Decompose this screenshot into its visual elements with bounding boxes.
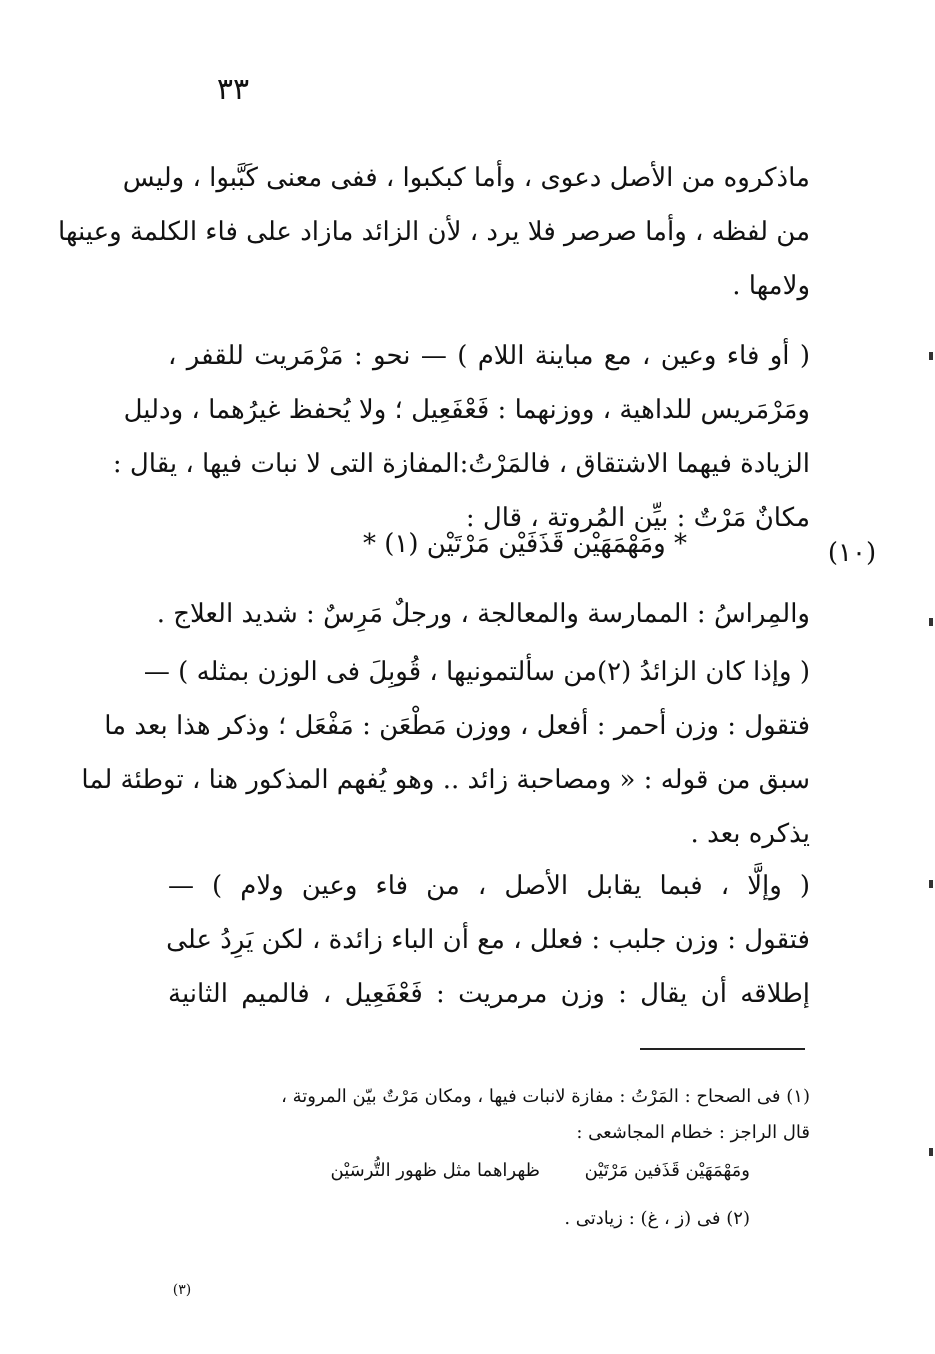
text-line: سبق من قوله : « ومصاحبة زائد .. وهو يُفهم المذكور هنا ، توطئة لما [81,765,810,795]
footnote-poem-second-hemistich: ظهراهما مثل ظهور التُّرسَيْن [330,1160,540,1181]
text-line: ومَرْمَريس للداهية ، ووزنهما : فَعْفَعِيل ؛ ولا يُحفظ غيرُهما ، ودليل [123,395,810,425]
footnotes [150,1080,810,1240]
text-line: الزيادة فيهما الاشتقاق ، فالمَرْتُ:المفازة التى لا نبات فيها ، يقال : [112,449,810,479]
text-line: ( أو فاء وعين ، مع مباينة اللام ) — نحو : مَرْمَريت للقفر ، [168,341,810,371]
verse-quote: * ومَهْمَهَيْن قَذَفَيْن مَرْتَيْن (١) * [362,529,687,559]
scan-edge-mark [929,1148,933,1156]
text-line: والمِراسُ : الممارسة والمعالجة ، ورجلٌ مَرِسٌ : شديد العلاج . [156,599,810,629]
signature-mark: (٣) [172,1282,192,1298]
text-line: ماذكروه من الأصل دعوى ، وأما كبكبوا ، ففى معنى كَبَّبوا ، وليس [122,163,810,193]
footnote-separator [640,1048,805,1050]
text-line: من لفظه ، وأما صرصر فلا يرد ، لأن الزائد مازاد على فاء الكلمة وعينها [58,217,810,247]
scan-edge-mark [929,352,933,360]
scan-edge-mark [929,880,933,888]
verse-number: (١٠) [827,538,877,568]
text-line: فتقول : وزن أحمر : أفعل ، ووزن مَطْعَن : مَفْعَل ؛ وذكر هذا بعد ما [104,711,810,741]
text-line: مكانٌ مَرْتٌ : بيِّن المُروتة ، قال : [465,503,810,533]
footnote-1: (١) فى الصحاح : المَرْتُ : مفازة لانبات فيها ، ومكان مَرْتٌ بيّن المروتة ، [281,1086,810,1107]
footnote-2: (٢) فى (ز ، غ) : زيادتى . [564,1208,750,1229]
footnote-poem-first-hemistich: ومَهْمَهَيْن قَذَفين مَرْتَيْن [584,1160,750,1181]
scan-edge-mark [929,618,933,626]
text-line: ( وإذا كان الزائدُ (٢)من سألتمونيها ، قُوبِلَ فى الوزن بمثله ) — [143,657,810,687]
page-number: ٣٣ [216,72,250,107]
main-text [58,152,810,1052]
text-line: ( وإلَّا ، فبما يقابل الأصل ، من فاء وعين ولام ) — [168,871,810,901]
text-line: يذكره بعد . [690,819,810,849]
text-line: إطلاقه أن يقال : وزن مرمريت : فَعْفَعِيل ، فالميم الثانية [168,979,810,1009]
text-line: فتقول : وزن جلبب : فعلل ، مع أن الباء زائدة ، لكن يَرِدُ على [166,925,810,955]
footnote-1-continuation: قال الراجز : خطام المجاشعى : [576,1122,810,1143]
text-line: ولامها . [732,271,810,301]
